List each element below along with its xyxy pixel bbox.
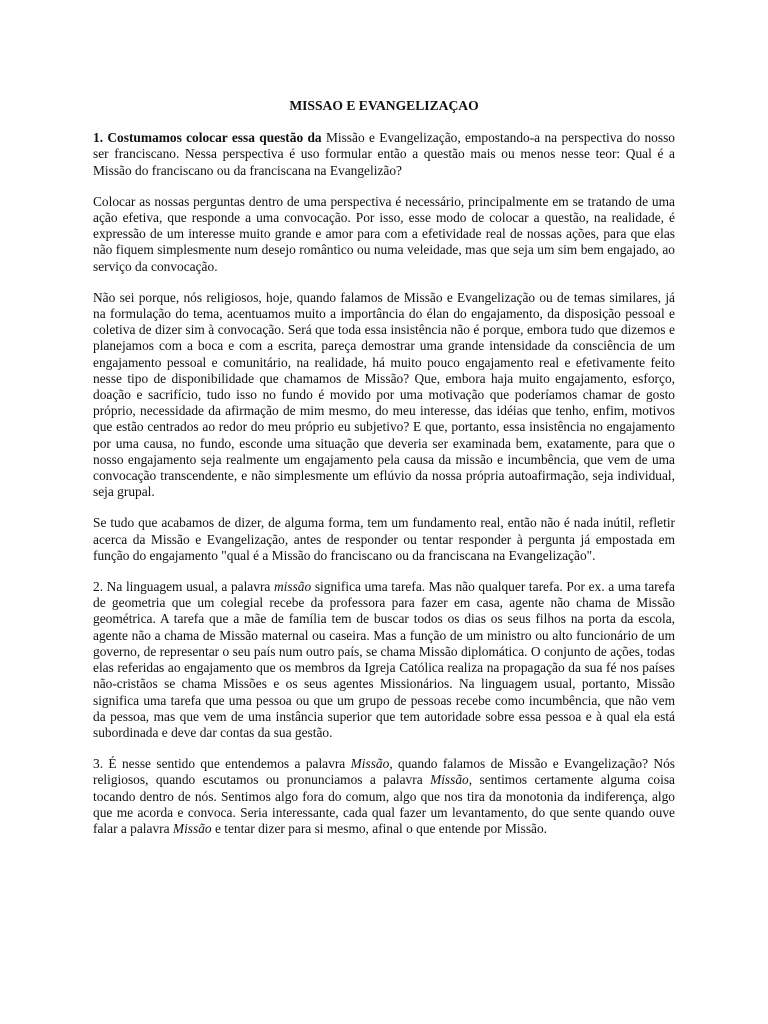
paragraph-4: Se tudo que acabamos de dizer, de alguma forma, tem um fundamento real, então não é nada inútil, refletir acerca da Missão e Evangelização, antes de responder ou tentar responder à pergunta já empostada em função do engajamento "qual é a Missão do franciscano ou da franciscana na Evangelização". — [93, 515, 675, 563]
paragraph-6-text-a: 3. É nesse sentido que entendemos a palavra — [93, 756, 351, 772]
paragraph-6-emphasis-2: Missão — [430, 772, 469, 788]
paragraph-1 — [93, 130, 675, 179]
paragraph-6-text-c: , quando falamos de Missão e Evangelização? Nós religiosos, quando escutamos ou pronunciamos a palavra — [93, 756, 675, 788]
paragraph-6 — [93, 756, 675, 837]
paragraph-6-text-e: , sentimos certamente alguma coisa tocando dentro de nós. Sentimos algo fora do comum, algo que nos tira da monotonia da indiferença, algo que me acorda e convoca. Seria interessante, cada qual fazer um levantamento, do que sente quando ouve falar a palavra — [93, 772, 675, 836]
paragraph-1-lead: 1. Costumamos colocar essa questão da — [93, 130, 322, 146]
paragraph-1-text: Missão e Evangelização, empostando-a na perspectiva do nosso ser franciscano. Nessa perspectiva é uso formular então a questão mais ou menos nesse teor: Qual é a Missão do franciscano ou da franciscana na Evangelizão? — [93, 130, 675, 178]
paragraph-5 — [93, 579, 675, 741]
document-page — [93, 98, 675, 852]
paragraph-5-text-a: 2. Na linguagem usual, a palavra — [93, 579, 274, 595]
paragraph-5-text-c: significa uma tarefa. Mas não qualquer tarefa. Por ex. a uma tarefa de geometria que um colegial recebe da professora para fazer em casa, agente não chama de Missão geométrica. A tarefa que a mãe de família tem de buscar todos os dias os seus filhos na porta da escola, agente não a chama de Missão maternal ou caseira. Mas a função de um ministro ou alto funcionário de um governo, de representar o seu país num outro país, se chama Missão diplomática. O conjunto de ações, todas elas referidas ao engajamento que os membros da Igreja Católica realiza na propagação da sua fé nos países não-cristãos se chama Missões e os seus agentes Missionários. Na linguagem usual, portanto, Missão significa uma tarefa que uma pessoa ou que um grupo de pessoas recebe como incumbência, que não vem da pessoa, mas que vem de uma instância superior que tem autoridade sobre essa pessoa e à qual ela está subordinada e deve dar contas da sua gestão. — [93, 579, 675, 740]
paragraph-6-emphasis-1: Missão — [350, 756, 390, 772]
paragraph-5-emphasis: missão — [273, 579, 312, 595]
paragraph-3: Não sei porque, nós religiosos, hoje, quando falamos de Missão e Evangelização ou de temas similares, já na formulação do tema, acentuamos muito a importância do élan do engajamento, da disposição pessoal e coletiva de dizer sim à convocação. Será que toda essa insistência não é porque, embora tudo que dizemos e planejamos com a boca e com a escrita, pareça demostrar uma grande intensidade da consciência de um engajamento pessoal e comunitário, na realidade, há muito pouco engajamento real e efetivamente feito nesse tipo de disponibilidade que chamamos de Missão? Que, embora haja muito engajamento, esforço, doação e sacrifício, tudo isso no fundo é movido por uma motivação que poderíamos chamar de gosto próprio, necessidade da afirmação de mim mesmo, do meu interesse, das idéias que tenho, enfim, motivos que estão centrados ao redor do meu próprio eu subjetivo? E que, portanto, essa insistência no engajamento por uma causa, no fundo, esconde uma situação que deveria ser examinada bem, exatamente, para que o nosso engajamento seja realmente um engajamento pela causa da missão e incumbência, que vem de uma convocação transcendente, e não simplesmente um eflúvio da nossa própria autoafirmação, seja individual, seja grupal. — [93, 289, 675, 500]
paragraph-2: Colocar as nossas perguntas dentro de uma perspectiva é necessário, principalmente em se tratando de uma ação efetiva, que responde a uma convocação. Por isso, esse modo de colocar a questão, na realidade, é expressão de um interesse muito grande e amor para com a efetividade real de nossas ações, para que elas não fiquem simplesmente num desejo romântico ou numa veleidade, mas que seja um sim bem engajado, ao serviço da convocação. — [93, 193, 675, 274]
paragraph-6-emphasis-3: Missão — [172, 820, 212, 836]
paragraph-6-text-g: e tentar dizer para si mesmo, afinal o que entende por Missão. — [211, 820, 548, 836]
document-title: MISSAO E EVANGELIZAÇAO — [289, 98, 479, 113]
